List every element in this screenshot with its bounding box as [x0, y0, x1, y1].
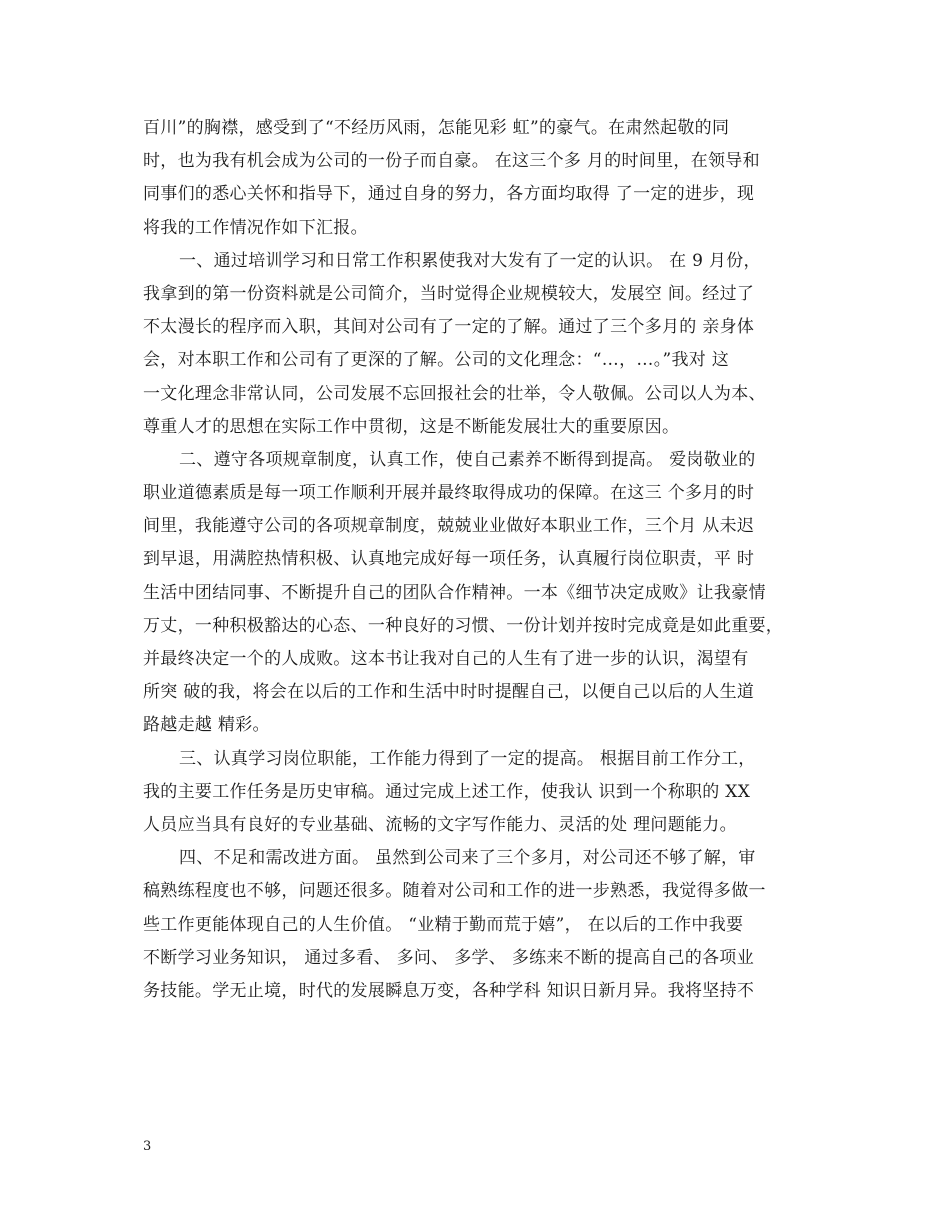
text-line: 职业道德素质是每一项工作顺利开展并最终取得成功的保障。在这三 个多月的时	[143, 483, 755, 504]
text-line: 二、遵守各项规章制度，认真工作，使自己素养不断得到提高。 爱岗敬业的	[179, 449, 756, 470]
text-line: 到早退，用满腔热情积极、认真地完成好每一项任务，认真履行岗位职责，平 时	[143, 549, 755, 570]
text-line: 时，也为我有机会成为公司的一份子而自豪。 在这三个多 月的时间里，在领导和	[143, 151, 760, 172]
text-line: 并最终决定一个的人成败。这本书让我对自己的人生有了进一步的认识，渴望有	[143, 649, 749, 669]
text-line: 一文化理念非常认同，公司发展不忘回报社会的壮举，令人敬佩。公司以人为本、	[143, 383, 766, 404]
paragraph-section-3	[143, 743, 813, 843]
text-line: 四、不足和需改进方面。 虽然到公司来了三个多月，对公司还不够了解，审	[179, 848, 756, 869]
text-line: 不断学习业务知识， 通过多看、 多问、 多学、 多练来不断的提高自己的各项业	[143, 947, 755, 968]
document-body	[143, 112, 813, 1008]
text-line: 同事们的悉心关怀和指导下，通过自身的努力，各方面均取得 了一定的进步，现	[143, 184, 755, 205]
paragraph-section-4	[143, 842, 813, 1008]
text-line: 百川”的胸襟，感受到了“不经历风雨，怎能见彩 虹”的豪气。在肃然起敬的同	[143, 118, 730, 138]
text-line: 路越走越 精彩。	[143, 715, 270, 736]
paragraph-intro-continuation	[143, 112, 813, 245]
text-line: 三、认真学习岗位职能，工作能力得到了一定的提高。 根据目前工作分工，	[179, 748, 756, 769]
text-line: 些工作更能体现自己的人生价值。 “业精于勤而荒于嬉”， 在以后的工作中我要	[143, 914, 744, 935]
text-line: 我的主要工作任务是历史审稿。通过完成上述工作，使我认 识到一个称职的 XX	[143, 781, 751, 802]
text-line: 稿熟练程度也不够，问题还很多。随着对公司和工作的进一步熟悉，我觉得多做一	[143, 881, 766, 902]
text-line: 会，对本职工作和公司有了更深的了解。公司的文化理念：“…，…。”我对 这	[143, 350, 730, 371]
text-line: 将我的工作情况作如下汇报。	[143, 217, 368, 238]
text-line: 不太漫长的程序而入职，其间对公司有了一定的了解。通过了三个多月的 亲身体	[143, 317, 755, 338]
text-line: 万丈，一种积极豁达的心态、一种良好的习惯、一份计划并按时完成竟是如此重要，	[143, 615, 784, 636]
text-line: 人员应当具有良好的专业基础、流畅的文字写作能力、灵活的处 理问题能力。	[143, 814, 737, 835]
text-line: 尊重人才的思想在实际工作中贯彻，这是不断能发展壮大的重要原因。	[143, 416, 680, 437]
text-line: 间里，我能遵守公司的各项规章制度，兢兢业业做好本职业工作，三个月 从未迟	[143, 516, 755, 537]
paragraph-section-1	[143, 245, 813, 444]
page-number: 3	[143, 1139, 152, 1154]
text-line: 所突 破的我，将会在以后的工作和生活中时时提醒自己，以便自己以后的人生道	[143, 682, 755, 703]
text-line: 我拿到的第一份资料就是公司简介，当时觉得企业规模较大，发展空 间。经过了	[143, 283, 755, 304]
text-line: 务技能。学无止境，时代的发展瞬息万变，各种学科 知识日新月异。我将坚持不	[143, 980, 755, 1001]
paragraph-section-2	[143, 444, 813, 743]
text-line: 一、通过培训学习和日常工作积累使我对大发有了一定的认识。 在 9 月份，	[179, 250, 761, 271]
text-line: 生活中团结同事、不断提升自己的团队合作精神。一本《细节决定成败》让我豪情	[143, 582, 766, 603]
